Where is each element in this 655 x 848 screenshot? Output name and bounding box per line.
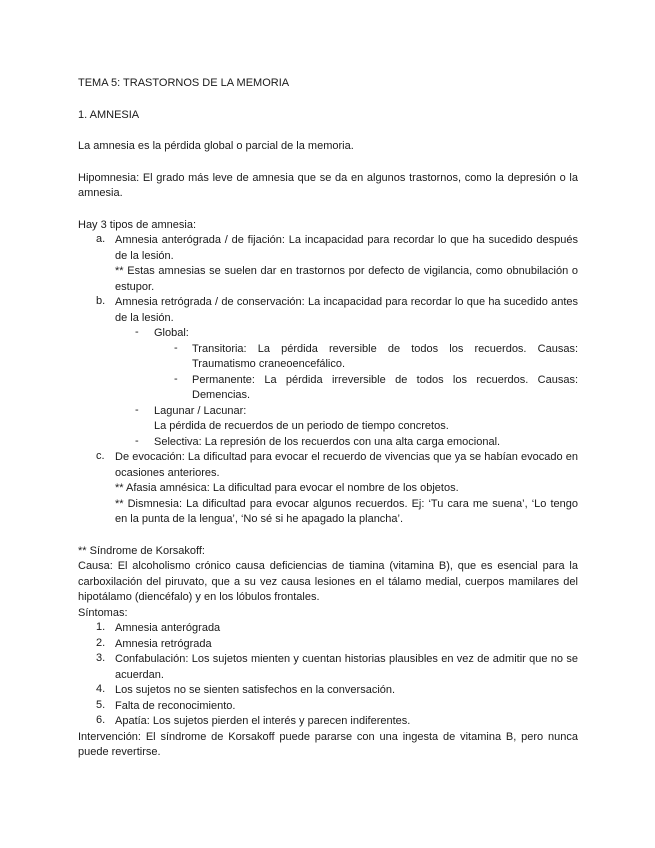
type-b-text: Amnesia retrógrada / de conservación: La incapacidad para recordar lo que ha sucedido antes de la lesión.	[115, 296, 578, 324]
korsakoff-intervencion: Intervención: El síndrome de Korsakoff puede pararse con una ingesta de vitamina B, pero nunca puede revertirse.	[78, 730, 578, 758]
number-marker: 4.	[96, 683, 106, 695]
symptom-text: Confabulación: Los sujetos mienten y cuentan historias plausibles en vez de admitir que no se acuerdan.	[115, 653, 578, 681]
types-intro: Hay 3 tipos de amnesia:	[78, 218, 197, 231]
type-a-note: ** Estas amnesias se suelen dar en trastornos por defecto de vigilancia, como obnubilación o estupor.	[115, 265, 578, 293]
dash-marker: -	[135, 403, 139, 416]
symptom-item	[78, 652, 578, 683]
number-marker: 3.	[96, 652, 106, 664]
list-item-lagunar	[78, 404, 578, 420]
hipomnesia-paragraph: Hipomnesia: El grado más leve de amnesia que se da en algunos trastornos, como la depresión o la amnesia.	[78, 171, 578, 199]
dash-marker: -	[174, 372, 178, 385]
dash-marker: -	[174, 341, 178, 354]
sintomas-label: Síntomas:	[78, 606, 128, 619]
korsakoff-causa: Causa: El alcoholismo crónico causa deficiencias de tiamina (vitamina B), que es esencial para la carboxilación del piruvato, que a su vez causa lesiones en el tálamo medial, cuerpos mamilares del hipotálamo (diencéfalo) y en los lóbulos frontales.	[78, 560, 578, 603]
amnesia-definition: La amnesia es la pérdida global o parcial de la memoria.	[78, 140, 354, 152]
list-marker: a.	[96, 233, 106, 245]
korsakoff-heading: ** Síndrome de Korsakoff:	[78, 544, 205, 557]
number-marker: 1.	[96, 621, 106, 633]
selectiva-text: Selectiva: La represión de los recuerdos con una alta carga emocional.	[154, 435, 501, 448]
list-item-global	[78, 326, 578, 342]
symptom-text: Los sujetos no se sienten satisfechos en la conversación.	[115, 684, 396, 696]
list-item-type-b	[78, 295, 578, 326]
list-marker: b.	[96, 295, 106, 307]
afasia-note: ** Afasia amnésica: La dificultad para evocar el nombre de los objetos.	[115, 482, 459, 494]
list-item-type-a	[78, 233, 578, 295]
list-item-type-c	[78, 450, 578, 528]
symptom-text: Apatía: Los sujetos pierden el interés y parecen indiferentes.	[115, 715, 411, 727]
document-title: TEMA 5: TRASTORNOS DE LA MEMORIA	[78, 77, 290, 89]
lagunar-label: Lagunar / Lacunar:	[154, 404, 247, 417]
symptom-item	[78, 637, 578, 653]
number-marker: 6.	[96, 714, 106, 726]
symptom-item	[78, 714, 578, 730]
list-marker: c.	[96, 450, 105, 462]
lagunar-description: La pérdida de recuerdos de un periodo de tiempo concretos.	[154, 420, 449, 432]
list-item-permanente	[78, 373, 578, 404]
document-page	[78, 76, 578, 761]
type-a-text: Amnesia anterógrada / de fijación: La incapacidad para recordar lo que ha sucedido después de la lesión.	[115, 234, 578, 262]
global-label: Global:	[154, 327, 189, 339]
number-marker: 5.	[96, 698, 106, 711]
symptom-text: Amnesia retrógrada	[115, 637, 212, 650]
symptom-text: Falta de reconocimiento.	[115, 699, 236, 712]
symptom-item	[78, 699, 578, 715]
symptom-item	[78, 683, 578, 699]
dash-marker: -	[135, 434, 139, 447]
symptom-item	[78, 621, 578, 637]
type-c-text: De evocación: La dificultad para evocar el recuerdo de vivencias que ya se habían evocado en ocasiones anteriores.	[115, 451, 578, 479]
permanente-text: Permanente: La pérdida irreversible de todos los recuerdos. Causas: Demencias.	[192, 373, 578, 401]
number-marker: 2.	[96, 636, 106, 649]
list-item-transitoria	[78, 342, 578, 373]
dash-marker: -	[135, 326, 139, 338]
list-item-selectiva	[78, 435, 578, 451]
dismnesia-note: ** Dismnesia: La dificultad para evocar algunos recuerdos. Ej: ‘Tu cara me suena’, ‘Lo tengo en la punta de la lengua’, ‘No sé si he apagado la plancha’.	[115, 497, 578, 525]
section-heading: 1. AMNESIA	[78, 108, 140, 121]
transitoria-text: Transitoria: La pérdida reversible de todos los recuerdos. Causas: Traumatismo craneoencefálico.	[192, 342, 578, 370]
symptom-text: Amnesia anterógrada	[115, 622, 221, 634]
